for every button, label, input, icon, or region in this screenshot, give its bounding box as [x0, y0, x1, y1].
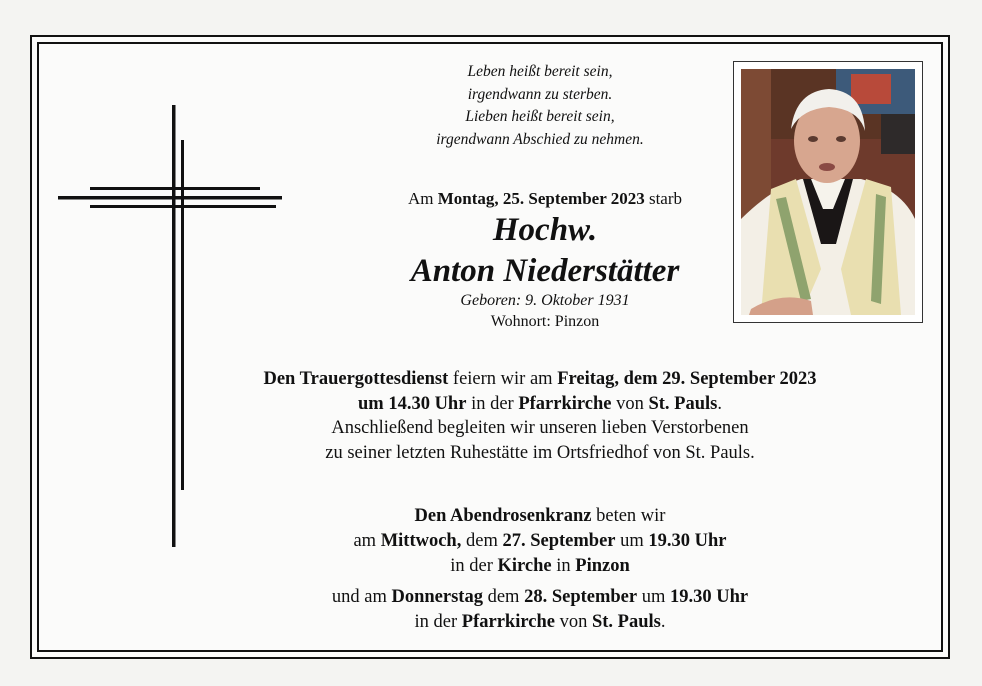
rosary-line	[220, 554, 860, 579]
death-date-line	[330, 189, 760, 209]
service-date: Freitag, dem 29. September 2023	[557, 369, 817, 389]
text-fragment: in der	[450, 556, 498, 576]
memorial-quote	[380, 61, 700, 151]
text-fragment: beten wir	[591, 506, 666, 526]
cross-icon	[58, 105, 288, 550]
rosary-day: Mittwoch,	[380, 531, 462, 551]
rosary-time: 19.30 Uhr	[670, 587, 749, 607]
deceased-title: Hochw.	[492, 212, 598, 248]
death-suffix: starb	[644, 189, 683, 208]
rosary-date: 28. September	[524, 587, 638, 607]
rosary-time: 19.30 Uhr	[648, 531, 727, 551]
service-line: zu seiner letzten Ruhestätte im Ortsfriedhof von St. Pauls.	[325, 442, 755, 463]
rosary-line	[220, 504, 860, 529]
text-fragment: von	[611, 393, 649, 414]
residence: Wohnort: Pinzon	[490, 313, 600, 330]
rosary-church: Kirche	[497, 556, 552, 576]
rosary-block	[220, 504, 860, 635]
text-fragment: in der	[466, 393, 519, 414]
text-fragment: feiern wir am	[448, 369, 558, 389]
text-fragment: in	[551, 556, 576, 576]
rosary-label: Den Abendrosenkranz	[414, 506, 592, 526]
text-fragment: um	[637, 587, 670, 607]
service-line	[180, 367, 900, 392]
rosary-line	[220, 529, 860, 554]
text-fragment: um	[615, 531, 649, 551]
rosary-day: Donnerstag	[391, 587, 483, 607]
service-place: St. Pauls	[648, 393, 718, 414]
text-fragment: am	[353, 531, 381, 551]
funeral-service-block	[180, 367, 900, 465]
service-line: Anschließend begleiten wir unseren lieben Verstorbenen	[331, 418, 749, 438]
service-time: um 14.30 Uhr	[358, 393, 467, 414]
text-fragment: und am	[331, 587, 392, 607]
rosary-date: 27. September	[502, 531, 616, 551]
death-prefix: Am	[407, 189, 438, 208]
deceased-name: Anton Niederstätter	[410, 253, 680, 289]
rosary-place: St. Pauls	[591, 612, 661, 632]
quote-line: Leben heißt bereit sein,	[467, 63, 613, 80]
text-fragment: von	[554, 612, 592, 632]
death-date: Montag, 25. September 2023	[437, 189, 645, 208]
quote-line: irgendwann zu sterben.	[467, 85, 613, 103]
birth-date: Geboren: 9. Oktober 1931	[460, 292, 630, 309]
text-fragment: dem	[482, 587, 525, 607]
text-fragment: in der	[414, 612, 462, 632]
service-label: Den Trauergottesdienst	[263, 369, 449, 389]
rosary-place: Pinzon	[575, 556, 630, 576]
service-line	[180, 392, 900, 417]
quote-line: irgendwann Abschied zu nehmen.	[436, 130, 644, 148]
text-fragment: .	[717, 393, 722, 414]
quote-line: Lieben heißt bereit sein,	[465, 108, 615, 125]
rosary-line	[220, 585, 860, 610]
rosary-line	[220, 610, 860, 635]
rosary-church: Pfarrkirche	[461, 612, 555, 632]
service-church: Pfarrkirche	[518, 393, 612, 414]
text-fragment: dem	[461, 531, 503, 551]
text-fragment: .	[660, 612, 666, 632]
